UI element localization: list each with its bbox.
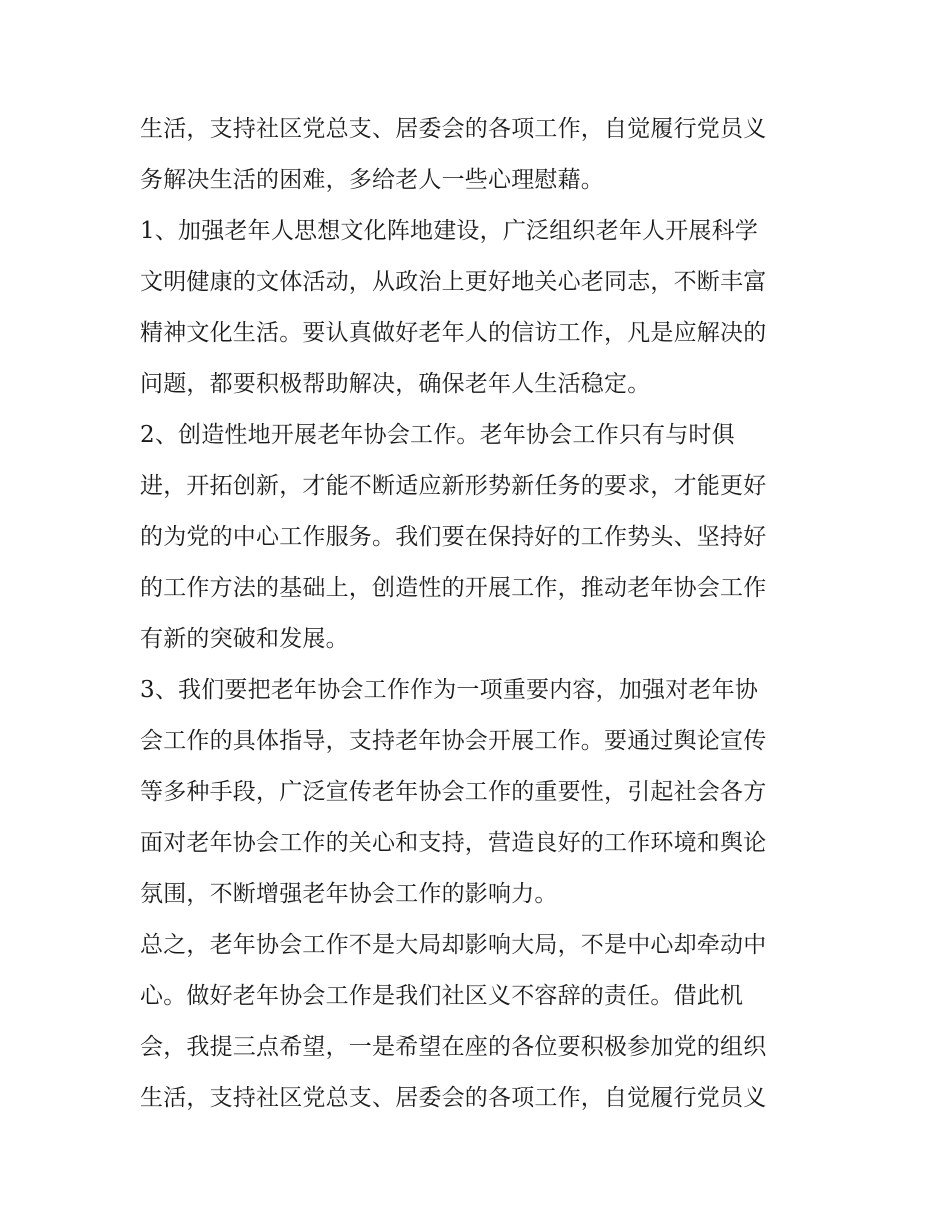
text-line: 精神文化生活。要认真做好老年人的信访工作，凡是应解决的 bbox=[140, 320, 767, 346]
text-line: 总之，老年协会工作不是大局却影响大局，不是中心却牵动中 bbox=[140, 932, 767, 958]
text-line: 2、创造性地开展老年协会工作。老年协会工作只有与时俱 bbox=[140, 422, 735, 448]
text-line: 问题，都要积极帮助解决，确保老年人生活稳定。 bbox=[140, 371, 651, 397]
text-line: 等多种手段，广泛宣传老年协会工作的重要性，引起社会各方 bbox=[140, 779, 767, 805]
document-body bbox=[140, 104, 812, 1124]
text-line: 生活，支持社区党总支、居委会的各项工作，自觉履行党员义 bbox=[140, 116, 767, 142]
text-line: 面对老年协会工作的关心和支持，营造良好的工作环境和舆论 bbox=[140, 830, 767, 856]
text-line: 的工作方法的基础上，创造性的开展工作，推动老年协会工作 bbox=[140, 575, 767, 601]
text-line: 的为党的中心工作服务。我们要在保持好的工作势头、坚持好 bbox=[140, 524, 767, 550]
text-line: 进，开拓创新，才能不断适应新形势新任务的要求，才能更好 bbox=[140, 473, 767, 499]
text-line: 有新的突破和发展。 bbox=[140, 626, 349, 652]
text-line: 会工作的具体指导，支持老年协会开展工作。要通过舆论宣传 bbox=[140, 728, 767, 754]
text-line: 心。做好老年协会工作是我们社区义不容辞的责任。借此机 bbox=[140, 983, 744, 1009]
text-line: 3、我们要把老年协会工作作为一项重要内容，加强对老年协 bbox=[140, 677, 759, 703]
text-line: 1、加强老年人思想文化阵地建设，广泛组织老年人开展科学 bbox=[140, 218, 759, 244]
text-line: 氛围，不断增强老年协会工作的影响力。 bbox=[140, 881, 558, 907]
text-line: 务解决生活的困难，多给老人一些心理慰藉。 bbox=[140, 167, 604, 193]
text-line: 生活，支持社区党总支、居委会的各项工作，自觉履行党员义 bbox=[140, 1085, 767, 1111]
text-line: 会，我提三点希望，一是希望在座的各位要积极参加党的组织 bbox=[140, 1034, 767, 1060]
text-line: 文明健康的文体活动，从政治上更好地关心老同志，不断丰富 bbox=[140, 269, 767, 295]
